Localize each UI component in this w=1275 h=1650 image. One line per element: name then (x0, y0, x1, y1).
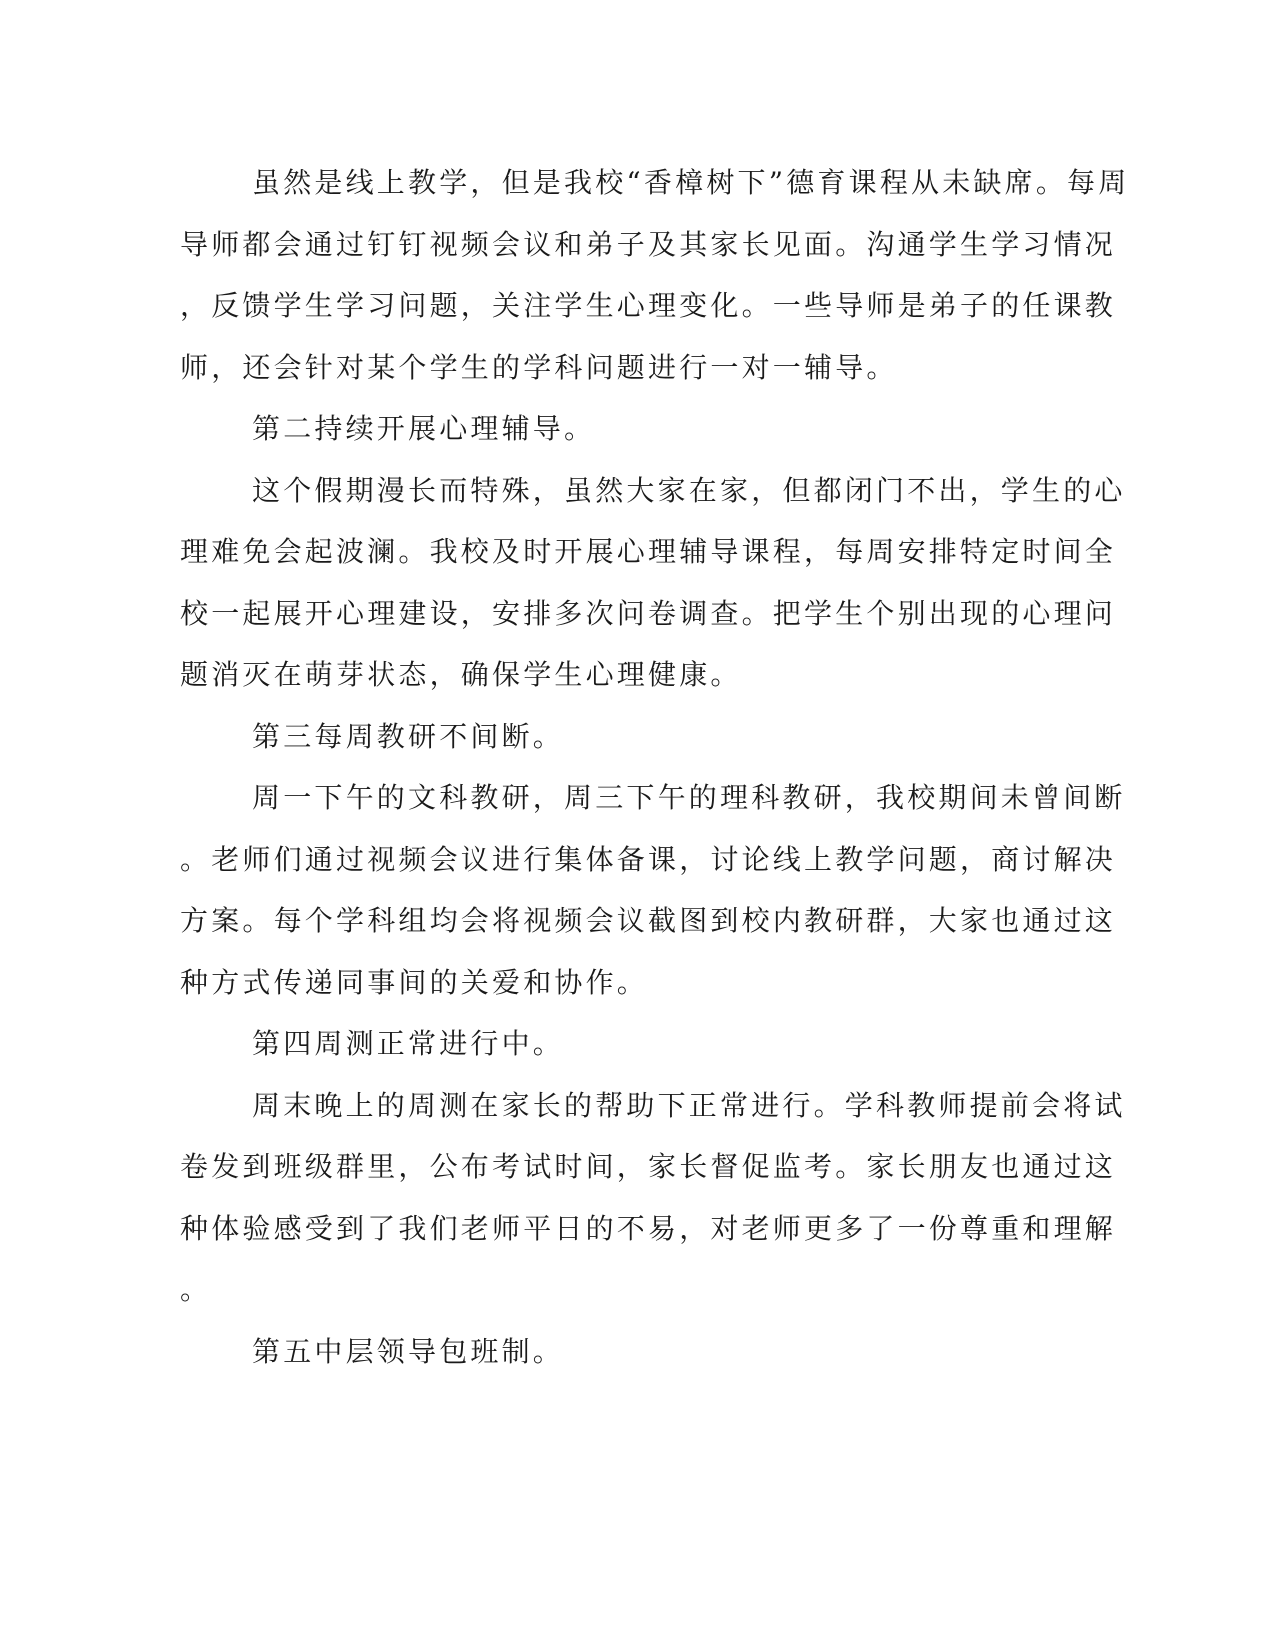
paragraph-line: 校一起展开心理建设，安排多次问卷调查。把学生个别出现的心理问 (180, 596, 1117, 630)
document-body (180, 152, 1130, 1382)
paragraph-line: 。老师们通过视频会议进行集体备课，讨论线上教学问题，商讨解决 (180, 842, 1117, 876)
paragraph-line: 这个假期漫长而特殊，虽然大家在家，但都闭门不出，学生的心 (252, 473, 1126, 507)
paragraph-line: 种方式传递同事间的关爱和协作。 (180, 965, 649, 999)
paragraph-line: 周一下午的文科教研，周三下午的理科教研，我校期间未曾间断 (252, 781, 1126, 814)
paragraph-line: 导师都会通过钉钉视频会议和弟子及其家长见面。沟通学生学习情况 (180, 227, 1117, 261)
paragraph-line: 虽然是线上教学，但是我校“香樟树下”德育课程从未缺席。每周 (252, 166, 1130, 199)
paragraph-line: 卷发到班级群里，公布考试时间，家长督促监考。家长朋友也通过这 (180, 1150, 1117, 1183)
paragraph-line: 方案。每个学科组均会将视频会议截图到校内教研群，大家也通过这 (180, 904, 1117, 937)
paragraph-line: 。 (180, 1273, 212, 1306)
section-heading: 第二持续开展心理辅导。 (252, 412, 596, 445)
paragraph-line: 种体验感受到了我们老师平日的不易，对老师更多了一份尊重和理解 (180, 1211, 1117, 1245)
paragraph-line: ，反馈学生学习问题，关注学生心理变化。一些导师是弟子的任课教 (180, 289, 1117, 322)
section-heading: 第三每周教研不间断。 (252, 719, 565, 753)
paragraph-line: 理难免会起波澜。我校及时开展心理辅导课程，每周安排特定时间全 (180, 535, 1117, 568)
section-heading: 第五中层领导包班制。 (252, 1334, 565, 1368)
paragraph-line: 周末晚上的周测在家长的帮助下正常进行。学科教师提前会将试 (252, 1088, 1126, 1122)
paragraph-line: 师，还会针对某个学生的学科问题进行一对一辅导。 (180, 350, 898, 384)
paragraph-line: 题消灭在萌芽状态，确保学生心理健康。 (180, 658, 742, 691)
section-heading: 第四周测正常进行中。 (252, 1027, 565, 1060)
